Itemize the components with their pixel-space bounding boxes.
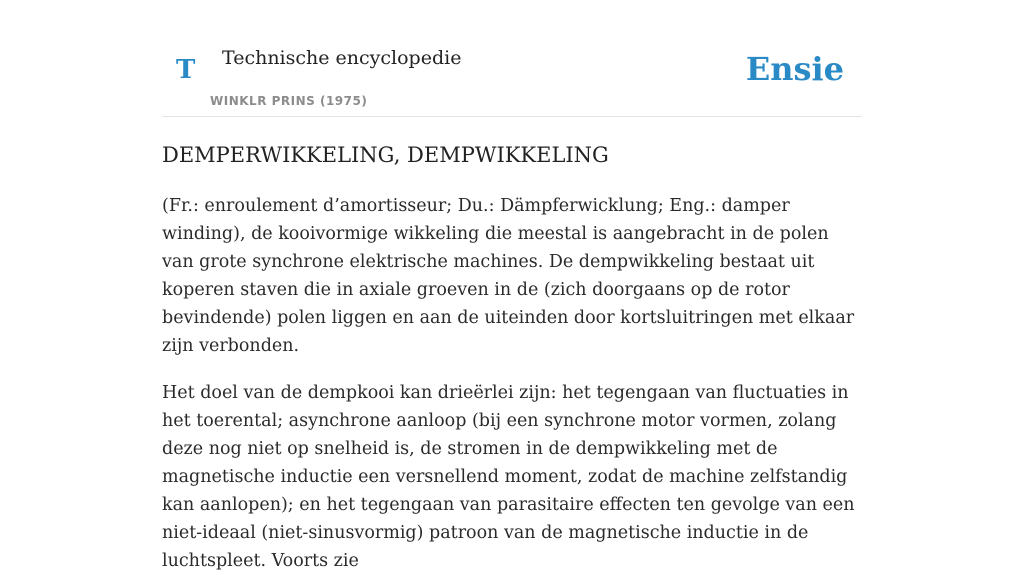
site-subtitle: WINKLR PRINS (1975)	[210, 94, 368, 108]
article-paragraph: (Fr.: enroulement d’amortisseur; Du.: Dämpferwicklung; Eng.: damper winding), de kooivormige wikkeling die meestal is aangebracht in de polen van grote synchrone elektrische machines. De dempwikkeling bestaat uit koperen staven die in axiale groeven in de (zich doorgaans op de rotor bevindende) polen liggen en aan de uiteinden door kortsluitringen met elkaar zijn verbonden.	[162, 196, 855, 356]
article	[162, 140, 862, 575]
site-title[interactable]: Technische encyclopedie	[222, 47, 462, 69]
category-logo-icon[interactable]: T	[176, 55, 196, 85]
article-paragraph: Het doel van de dempkooi kan drieërlei zijn: het tegengaan van fluctuaties in het toerental; asynchrone aanloop (bij een synchrone motor vormen, zolang deze nog niet op snelheid is, de stromen in de dempwikkeling met de magnetische inductie een versnellend moment, zodat de machine zelfstandig kan aanlopen); en het tegengaan van parasitaire effecten ten gevolge van een niet-ideaal (niet-sinusvormig) patroon van de magnetische inductie in de luchtspleet. Voorts zie	[162, 383, 855, 571]
entry-title: DEMPERWIKKELING, DEMPWIKKELING	[162, 143, 609, 167]
site-header	[162, 0, 862, 117]
brand-logo[interactable]: Ensie	[745, 50, 844, 88]
